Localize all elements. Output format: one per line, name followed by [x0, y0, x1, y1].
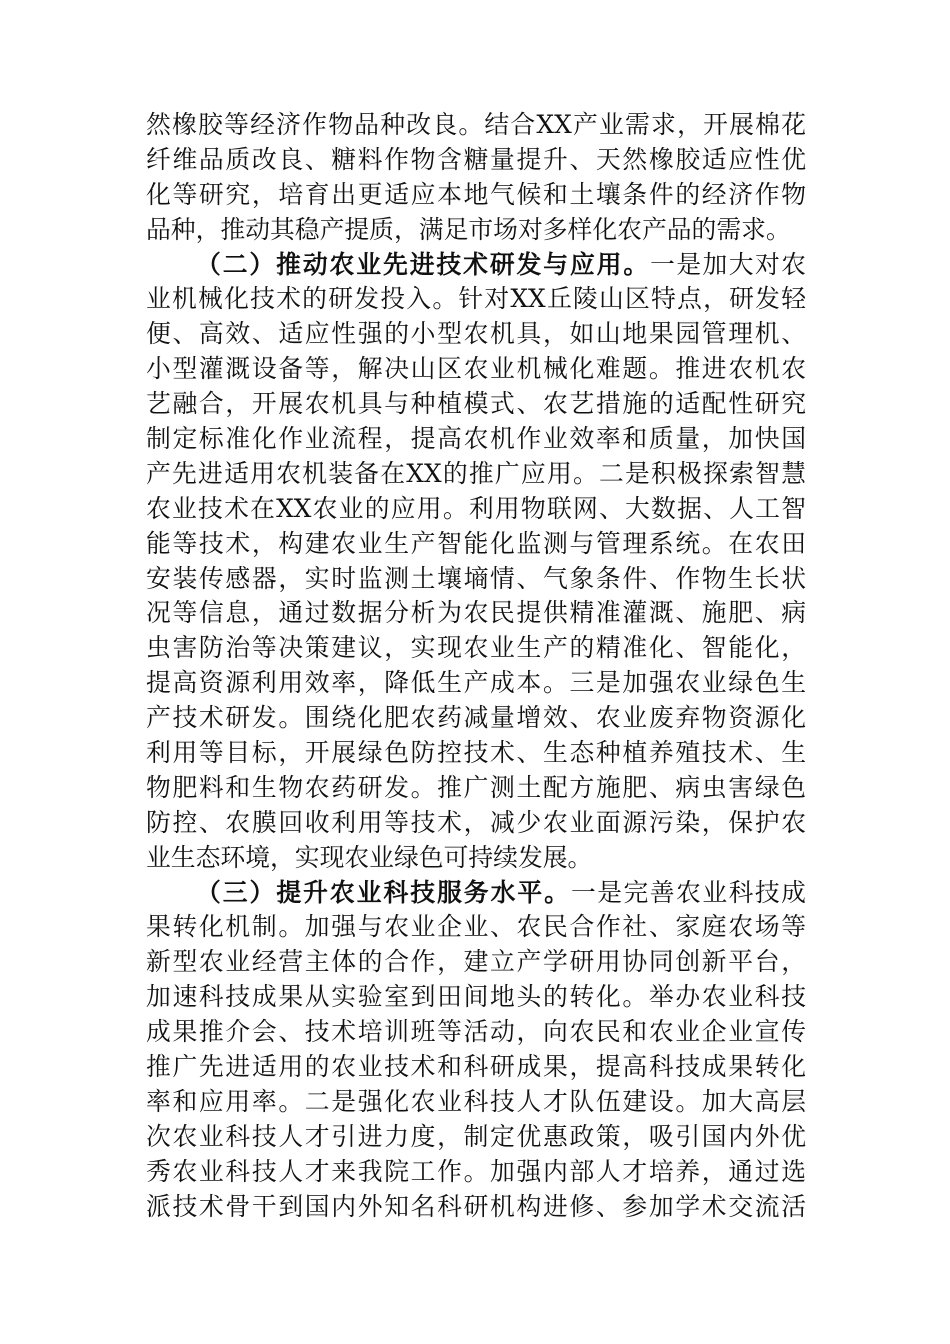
text-line: 纤维品质改良、糖料作物含糖量提升、天然橡胶适应性优 — [146, 144, 806, 174]
text-line: 防控、农膜回收利用等技术，减少农业面源污染，保护农 — [146, 807, 806, 837]
text-line: 秀农业科技人才来我院工作。加强内部人才培养，通过选 — [146, 1156, 806, 1186]
text-line: 物肥料和生物农药研发。推广测土配方施肥、病虫害绿色 — [146, 772, 806, 802]
text-line: 便、高效、适应性强的小型农机具，如山地果园管理机、 — [146, 319, 806, 349]
text-run: 一是加大对农 — [650, 249, 806, 279]
text-line: 虫害防治等决策建议，实现农业生产的精准化、智能化， — [146, 633, 806, 663]
section-heading-3: （三）提升农业科技服务水平。 — [196, 877, 571, 907]
text-line: 艺融合，开展农机具与种植模式、农艺措施的适配性研究 — [146, 389, 806, 419]
text-line: 果转化机制。加强与农业企业、农民合作社、家庭农场等 — [146, 912, 806, 942]
text-line: 况等信息，通过数据分析为农民提供精准灌溉、施肥、病 — [146, 598, 806, 628]
text-line: 农业技术在XX农业的应用。利用物联网、大数据、人工智 — [146, 493, 806, 523]
text-line: 产先进适用农机装备在XX的推广应用。二是积极探索智慧 — [146, 458, 806, 488]
text-line: 业生态环境，实现农业绿色可持续发展。 — [146, 842, 593, 872]
text-line: 加速科技成果从实验室到田间地头的转化。举办农业科技 — [146, 982, 806, 1012]
text-line: 化等研究，培育出更适应本地气候和土壤条件的经济作物 — [146, 179, 806, 209]
text-line: 能等技术，构建农业生产智能化监测与管理系统。在农田 — [146, 528, 806, 558]
text-line: 小型灌溉设备等，解决山区农业机械化难题。推进农机农 — [146, 354, 806, 384]
text-run: 一是完善农业科技成 — [570, 877, 806, 907]
text-line: 推广先进适用的农业技术和科研成果，提高科技成果转化 — [146, 1052, 806, 1082]
text-line: 率和应用率。二是强化农业科技人才队伍建设。加大高层 — [146, 1086, 806, 1116]
document-page — [146, 108, 806, 1225]
text-line: 成果推介会、技术培训班等活动，向农民和农业企业宣传 — [146, 1017, 806, 1047]
paragraph-3 — [146, 876, 806, 1225]
text-line: 安装传感器，实时监测土壤墒情、气象条件、作物生长状 — [146, 563, 806, 593]
text-line: 次农业科技人才引进力度，制定优惠政策，吸引国内外优 — [146, 1121, 806, 1151]
text-line — [146, 876, 806, 911]
text-line: 制定标准化作业流程，提高农机作业效率和质量，加快国 — [146, 424, 806, 454]
text-line: 然橡胶等经济作物品种改良。结合XX产业需求，开展棉花 — [146, 110, 806, 139]
text-line: 利用等目标，开展绿色防控技术、生态种植养殖技术、生 — [146, 738, 806, 768]
text-line: 新型农业经营主体的合作，建立产学研用协同创新平台， — [146, 947, 806, 977]
text-line: 产技术研发。围绕化肥农药减量增效、农业废弃物资源化 — [146, 703, 806, 733]
text-line — [146, 248, 806, 283]
paragraph-1 — [146, 108, 806, 248]
text-line: 业机械化技术的研发投入。针对XX丘陵山区特点，研发轻 — [146, 284, 806, 314]
text-line: 品种，推动其稳产提质，满足市场对多样化农产品的需求。 — [146, 214, 791, 244]
paragraph-2 — [146, 248, 806, 876]
section-heading-2: （二）推动农业先进技术研发与应用。 — [196, 249, 651, 279]
text-line: 派技术骨干到国内外知名科研机构进修、参加学术交流活 — [146, 1191, 806, 1221]
text-line: 提高资源利用效率，降低生产成本。三是加强农业绿色生 — [146, 668, 806, 698]
